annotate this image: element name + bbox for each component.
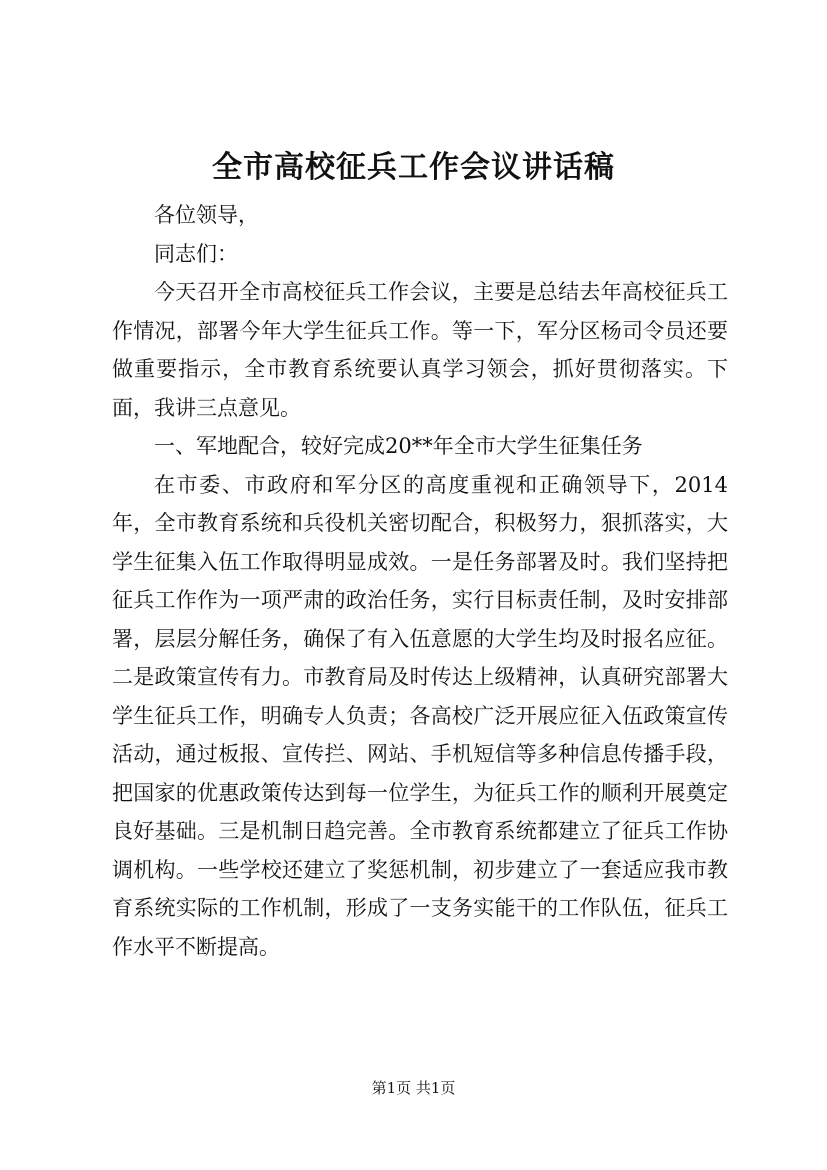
salutation-comrades: 同志们：	[154, 241, 238, 266]
section-1-paragraph: 在市委、市政府和军分区的高度重视和正确领导下，2014年，全市教育系统和兵役机关密切配合，积极努力，狠抓落实，大学生征集入伍工作取得明显成效。一是任务部署及时。我们坚持把征兵工作作为一项严肃的政治任务，实行目标责任制，及时安排部署，层层分解任务，确保了有入伍意愿的大学生均及时报名应征。二是政策宣传有力。市教育局及时传达上级精神，认真研究部署大学生征兵工作，明确专人负责；各高校广泛开展应征入伍政策宣传活动，通过板报、宣传拦、网站、手机短信等多种信息传播手段，把国家的优惠政策传达到每一位学生，为征兵工作的顺利开展奠定良好基础。三是机制日趋完善。全市教育系统都建立了征兵工作协调机构。一些学校还建立了奖惩机制，初步建立了一套适应我市教育系统实际的工作机制，形成了一支务实能干的工作队伍，征兵工作水平不断提高。	[112, 472, 728, 959]
section-heading-1: 一、军地配合，较好完成20**年全市大学生征集任务	[154, 434, 643, 458]
document-body	[112, 196, 728, 966]
salutation-leaders: 各位领导，	[154, 203, 259, 227]
intro-paragraph: 今天召开全市高校征兵工作会议，主要是总结去年高校征兵工作情况，部署今年大学生征兵工作。等一下，军分区杨司令员还要做重要指示，全市教育系统要认真学习领会，抓好贯彻落实。下面，我讲三点意见。	[112, 280, 728, 420]
page-footer: 第1页 共1页	[371, 1079, 456, 1097]
document-title: 全市高校征兵工作会议讲话稿	[212, 150, 615, 185]
